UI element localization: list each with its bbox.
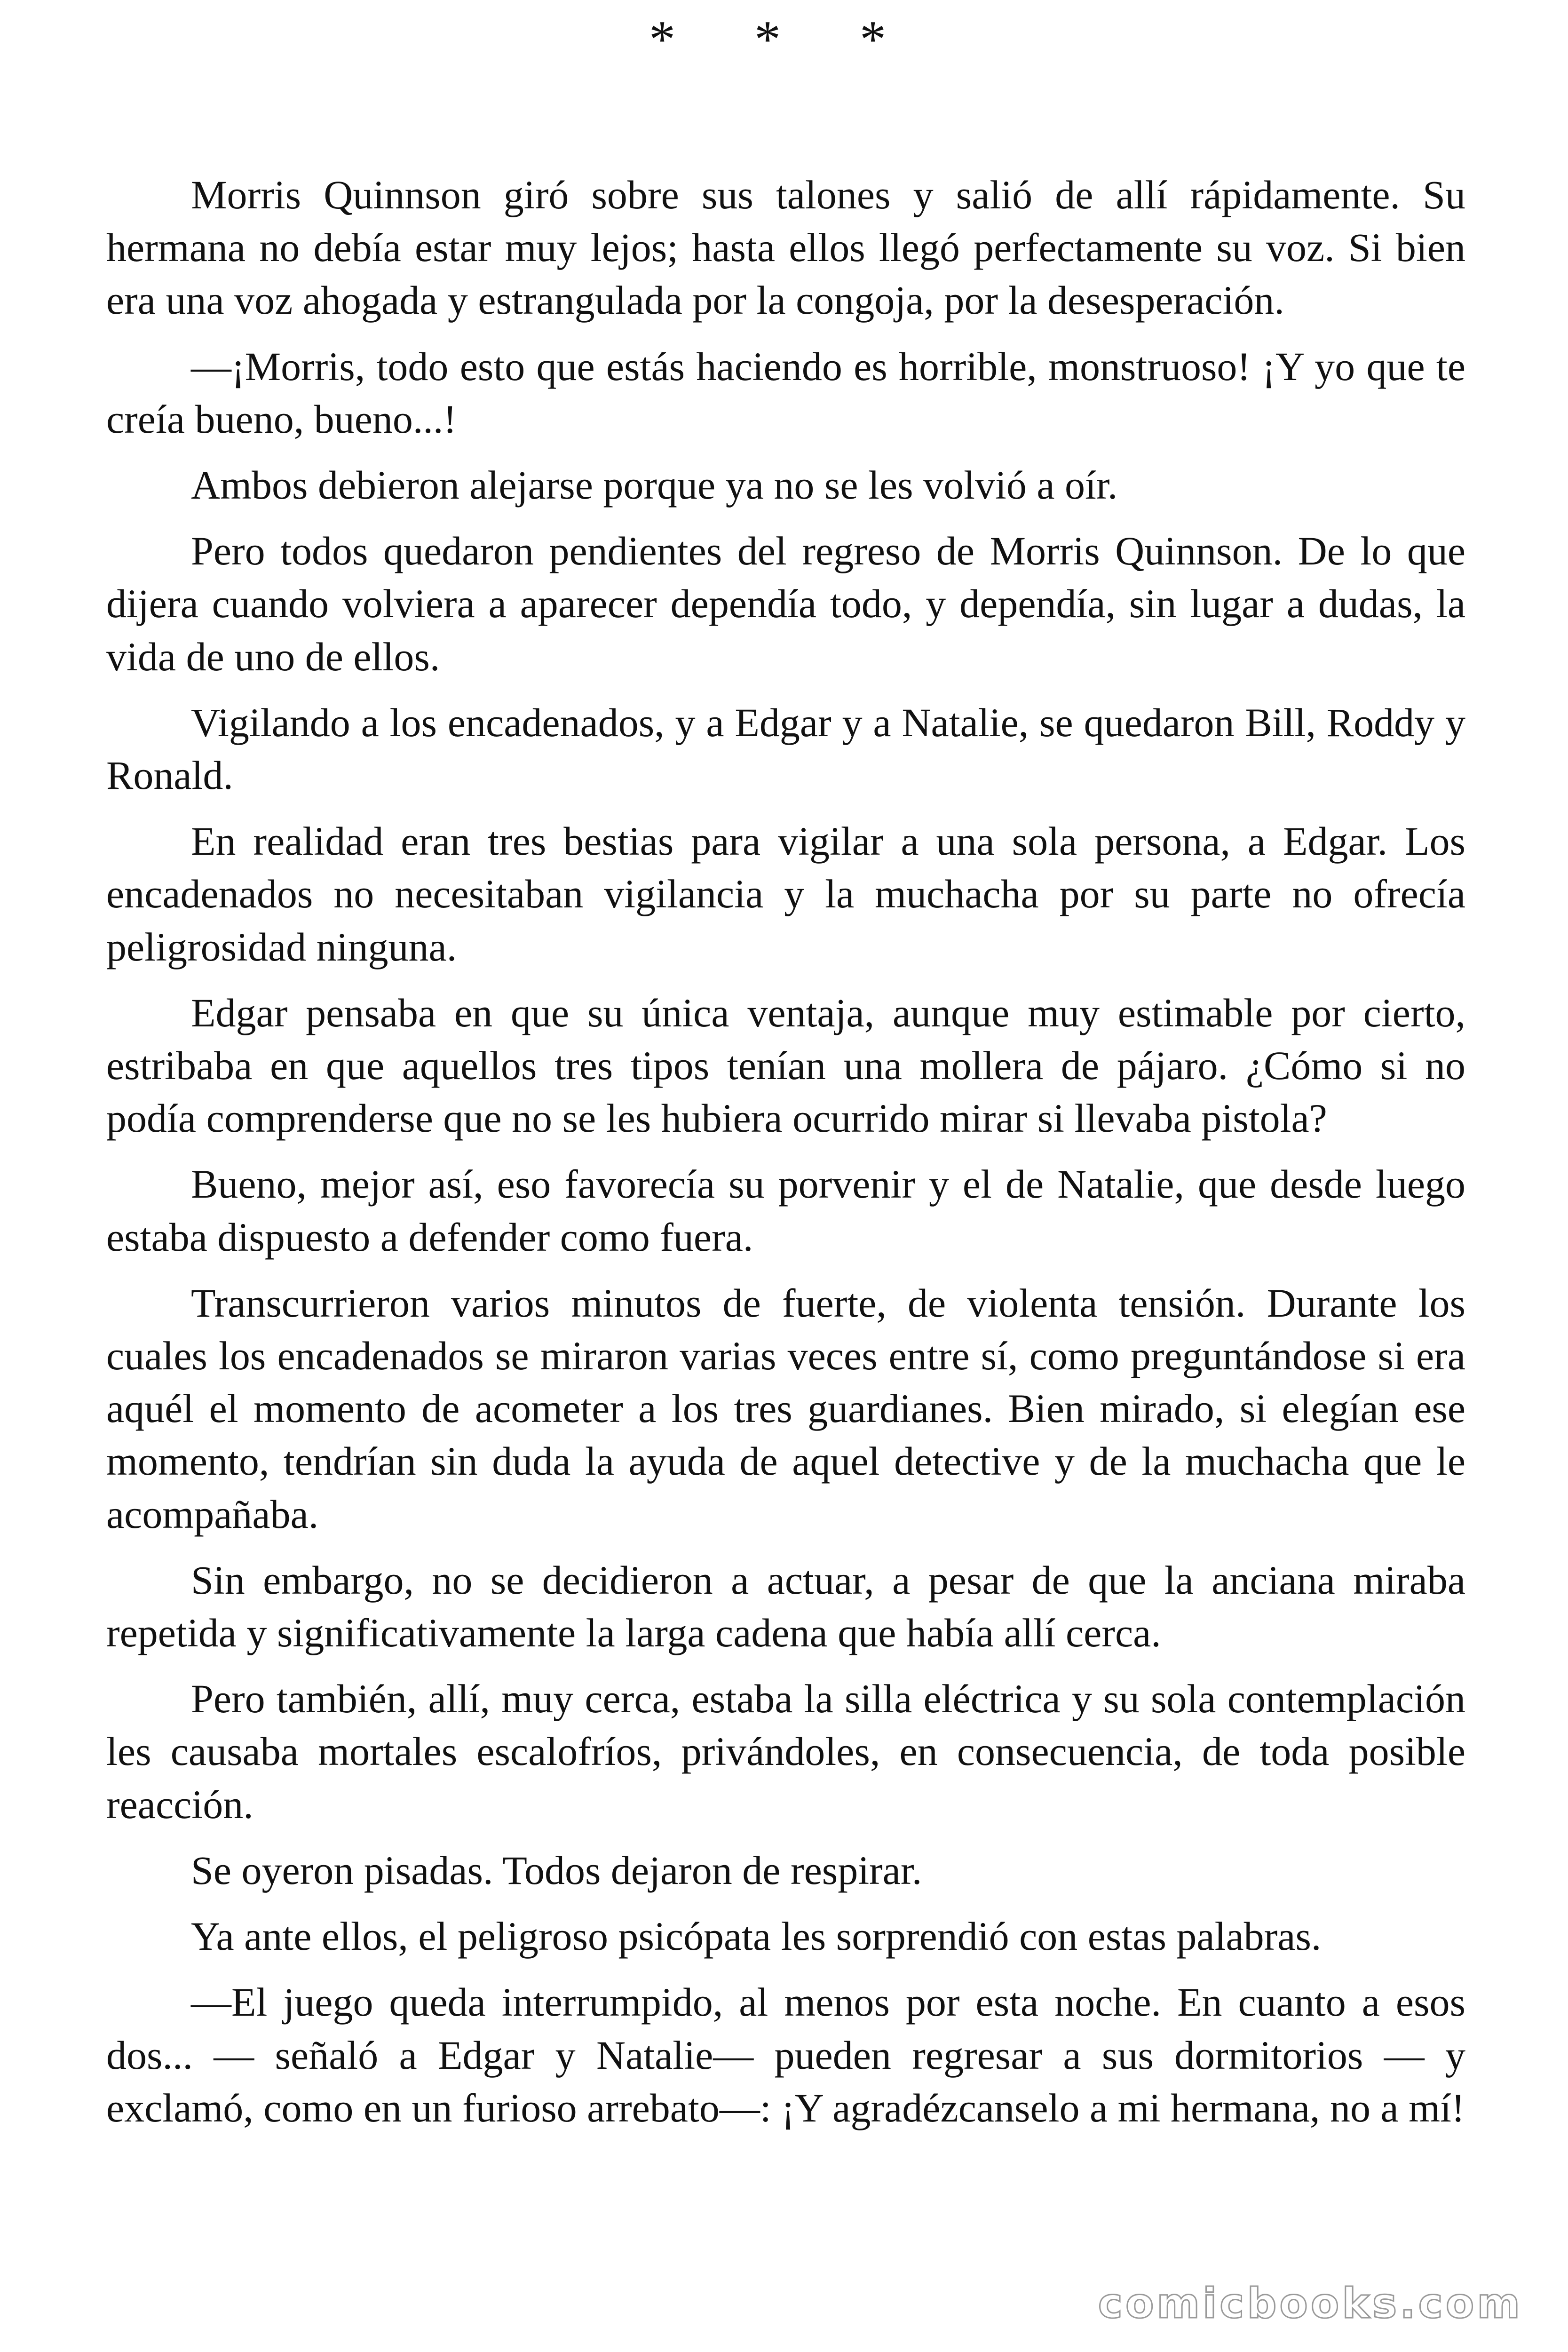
paragraph: Ambos debieron alejarse porque ya no se les volvió a oír. [191,462,1118,508]
paragraph: —¡Morris, todo esto que estás haciendo es horrible, monstruoso! ¡Y yo que te creía bueno, bueno...! [106,343,1465,442]
paragraph: En realidad eran tres bestias para vigilar a una sola persona, a Edgar. Los encadenados no necesitaban vigilancia y la muchacha por su parte no ofrecía peligrosidad ninguna. [106,818,1465,969]
paragraph: Morris Quinnson giró sobre sus talones y salió de allí rápidamente. Su hermana no debía estar muy lejos; hasta ellos llegó perfectamente su voz. Si bien era una voz ahogada y estrangulada por la congoja, por la desesperación. [106,172,1465,323]
page-text [106,168,1465,2147]
watermark: comicbooks.com [1098,2279,1523,2328]
paragraph: Sin embargo, no se decidieron a actuar, a pesar de que la anciana miraba repetida y significativamente la larga cadena que había allí cerca. [106,1557,1465,1656]
paragraph: Edgar pensaba en que su única ventaja, aunque muy estimable por cierto, estribaba en que aquellos tres tipos tenían una mollera de pájaro. ¿Cómo si no podía comprenderse que no se les hubiera ocurrido mirar si llevaba pistola? [106,990,1465,1141]
paragraph: Ya ante ellos, el peligroso psicópata les sorprendió con estas palabras. [191,1914,1322,1959]
paragraph: —El juego queda interrumpido, al menos por esta noche. En cuanto a esos dos... — señaló a Edgar y Natalie— pueden regresar a sus dormitorios — y exclamó, como en un furioso arrebato—: ¡Y agradézcanselo a mi hermana, no a mí! [106,1979,1465,2130]
paragraph: Bueno, mejor así, eso favorecía su porvenir y el de Natalie, que desde luego estaba dispuesto a defender como fuera. [106,1161,1465,1260]
section-separator: * * * [649,10,919,69]
paragraph: Transcurrieron varios minutos de fuerte, de violenta tensión. Durante los cuales los encadenados se miraron varias veces entre sí, como preguntándose si era aquél el momento de acometer a los tres guardianes. Bien mirado, si elegían ese momento, tendrían sin duda la ayuda de aquel detective y de la muchacha que le acompañaba. [106,1280,1465,1537]
paragraph: Pero también, allí, muy cerca, estaba la silla eléctrica y su sola contemplación les causaba mortales escalofríos, privándoles, en consecuencia, de toda posible reacción. [106,1676,1465,1827]
paragraph: Se oyeron pisadas. Todos dejaron de respirar. [191,1847,922,1893]
paragraph: Pero todos quedaron pendientes del regreso de Morris Quinnson. De lo que dijera cuando volviera a aparecer dependía todo, y dependía, sin lugar a dudas, la vida de uno de ellos. [106,528,1465,679]
paragraph: Vigilando a los encadenados, y a Edgar y a Natalie, se quedaron Bill, Roddy y Ronald. [106,699,1465,798]
